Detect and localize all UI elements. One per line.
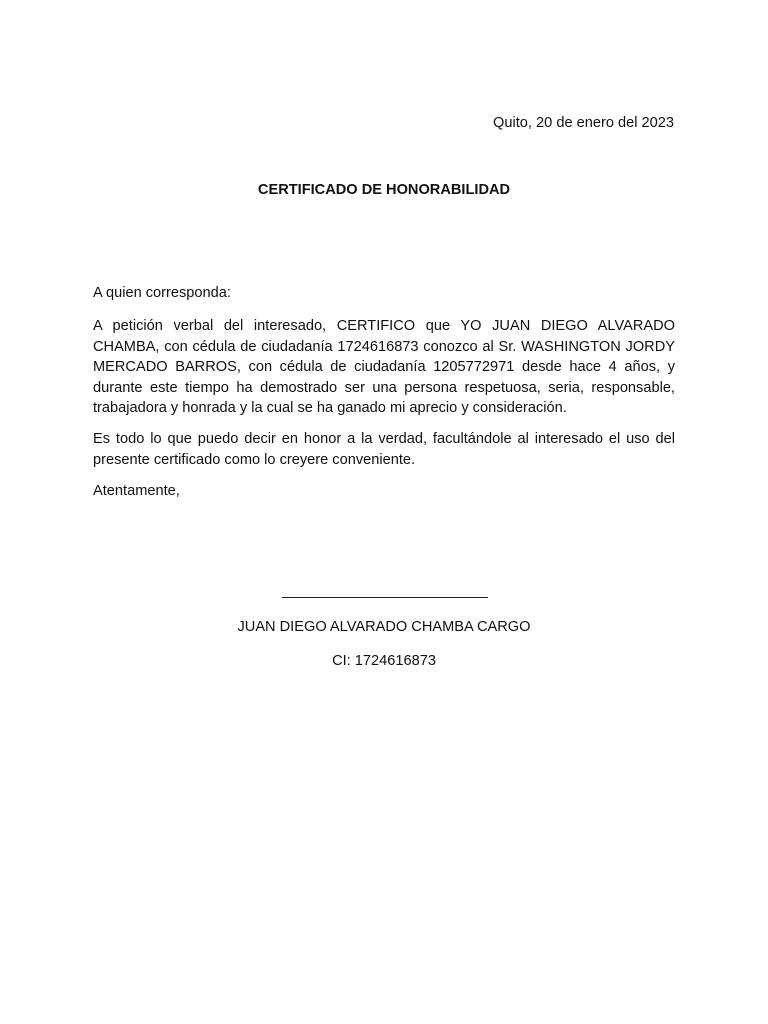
- signatory-name: JUAN DIEGO ALVARADO CHAMBA CARGO: [237, 619, 531, 635]
- body-paragraph-closing-statement: Es todo lo que puedo decir en honor a la verdad, facultándole al interesado el uso del presente certificado como lo creyere conveniente.: [93, 431, 675, 468]
- date-line: Quito, 20 de enero del 2023: [493, 115, 674, 131]
- salutation: A quien corresponda:: [93, 285, 231, 301]
- document-title: CERTIFICADO DE HONORABILIDAD: [257, 182, 511, 198]
- closing-text: Atentamente,: [93, 483, 180, 499]
- signatory-id: CI: 1724616873: [332, 653, 436, 669]
- signature-line: [282, 597, 488, 598]
- body-paragraph-certification: A petición verbal del interesado, CERTIFICO que YO JUAN DIEGO ALVARADO CHAMBA, con cédula de ciudadanía 1724616873 conozco al Sr. WASHINGTON JORDY MERCADO BARROS, con cédula de ciudadanía 1205772971 desde hace 4 años, y durante este tiempo ha demostrado ser una persona respetuosa, seria, responsable, trabajadora y honrada y la cual se ha ganado mi aprecio y consideración.: [93, 318, 675, 416]
